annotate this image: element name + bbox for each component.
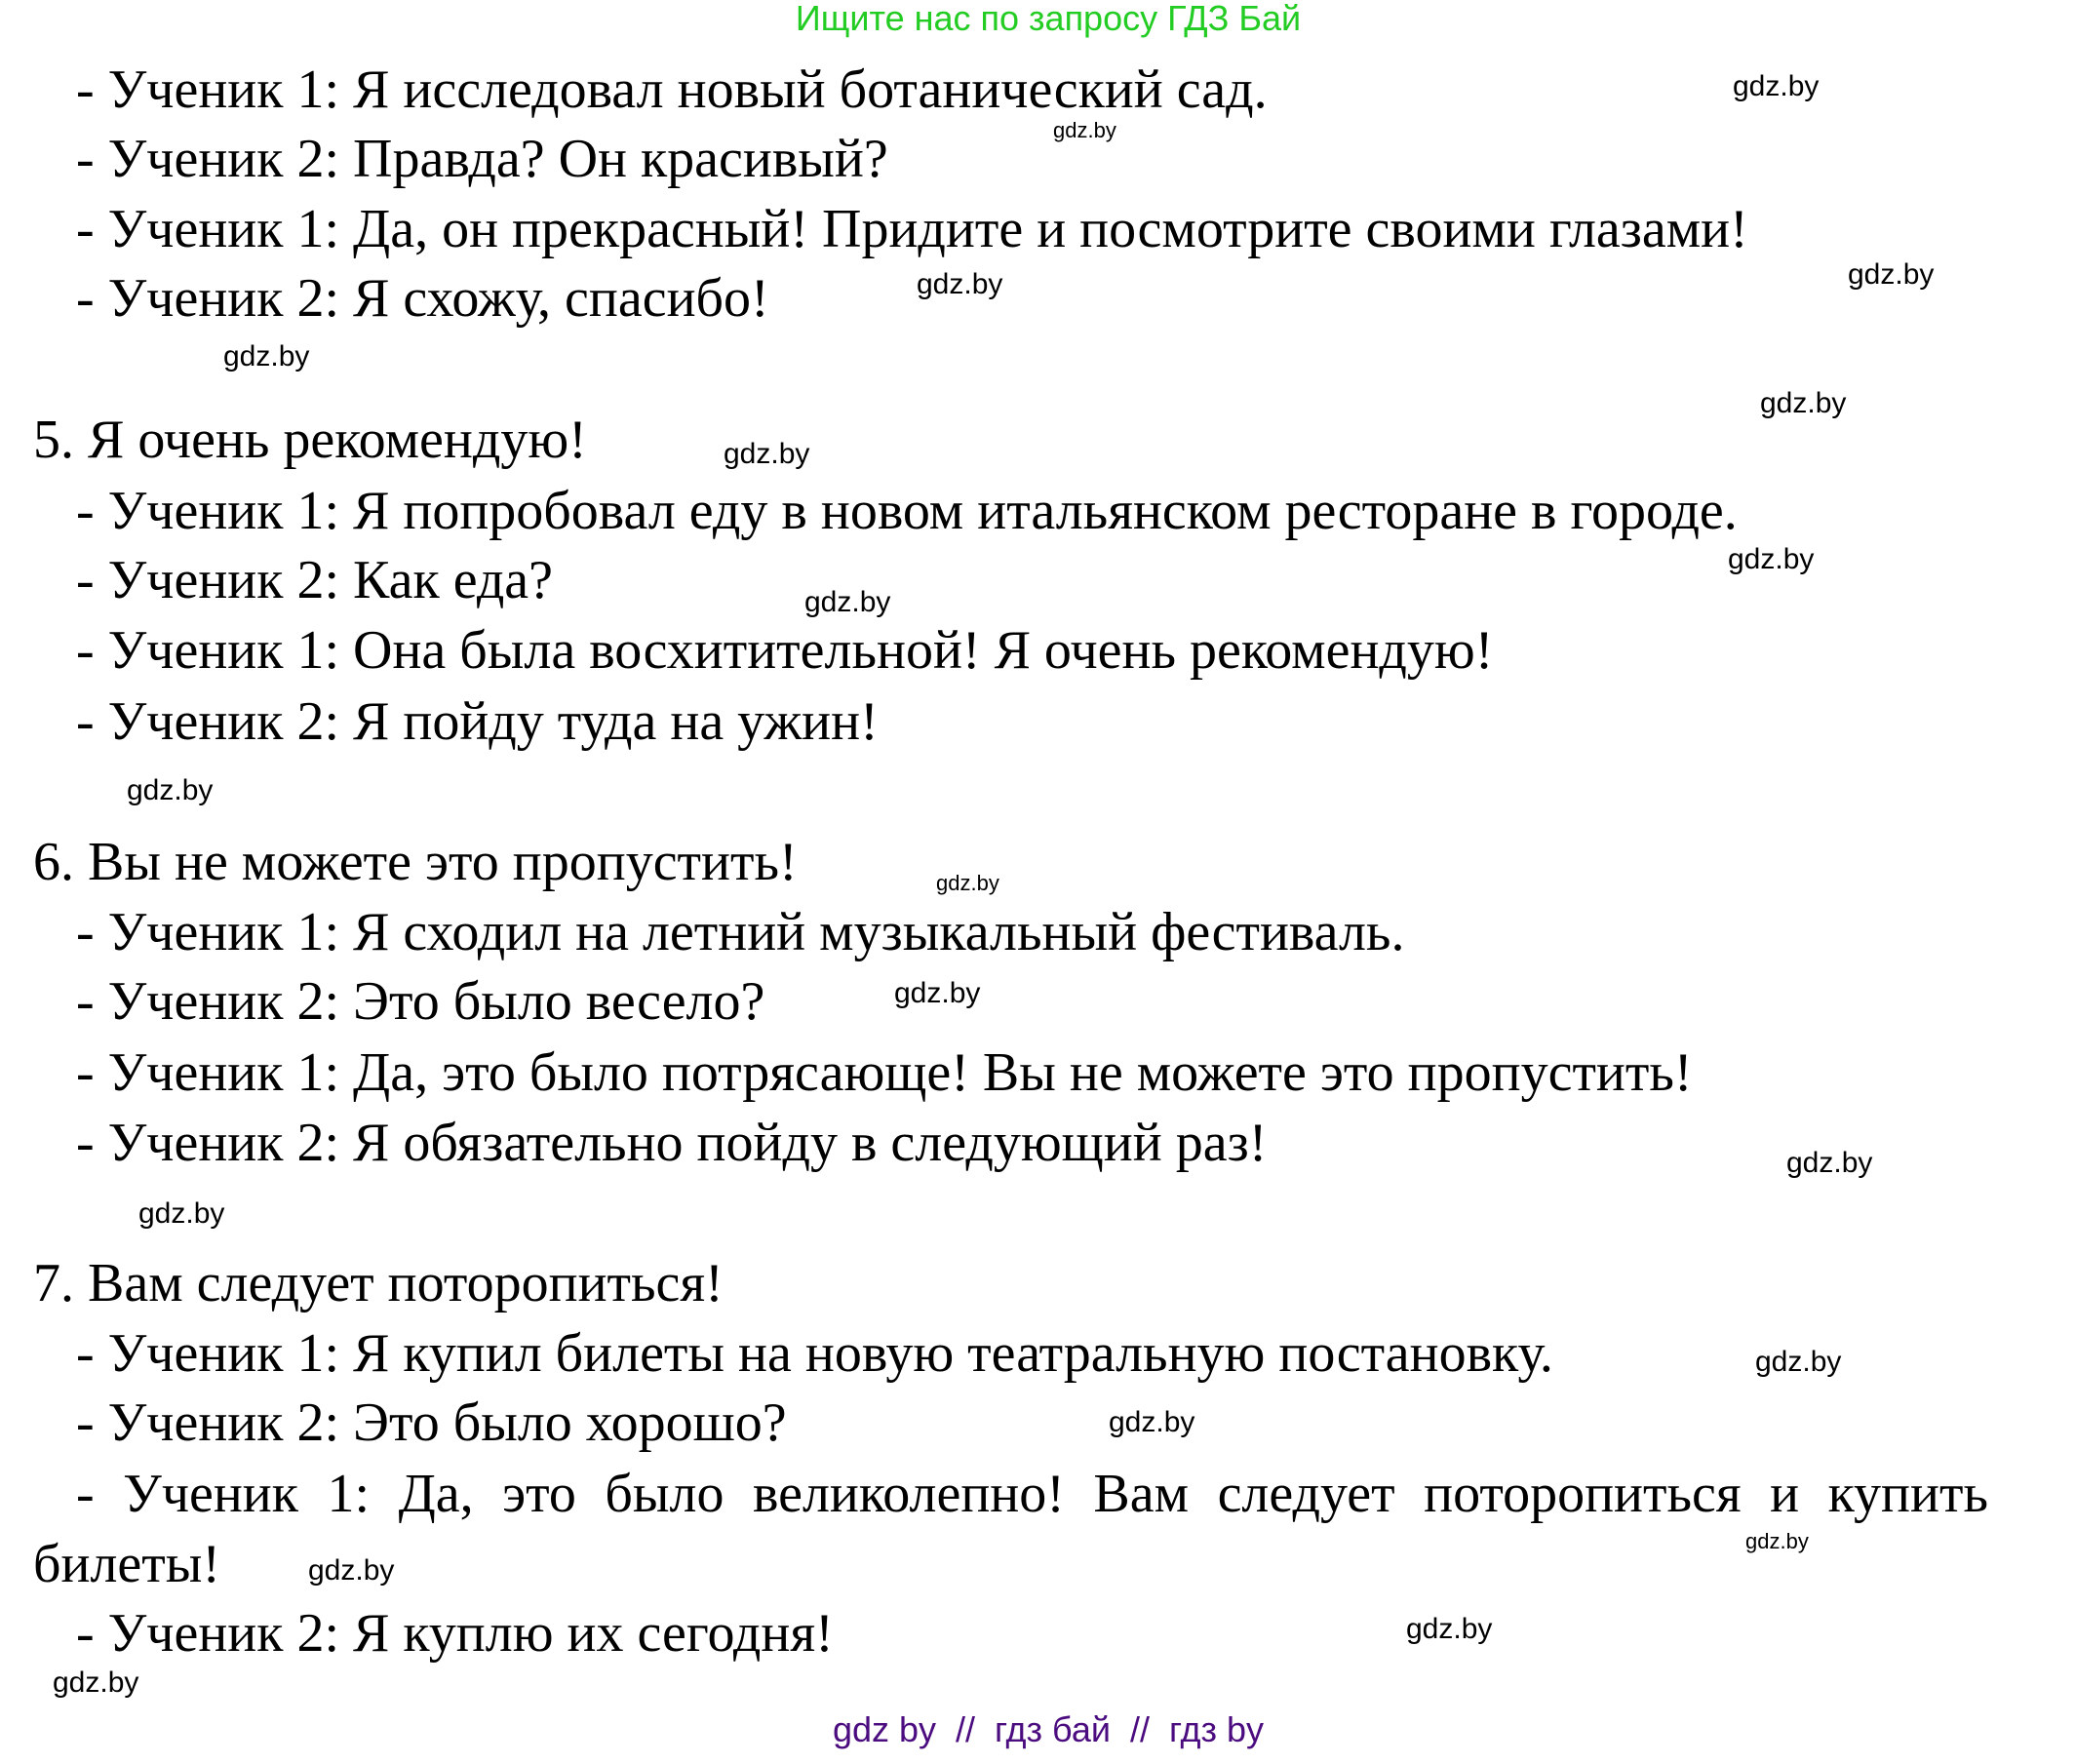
dialogue-line: - Ученик 1: Я купил билеты на новую театральную постановку. [76,1323,1553,1384]
watermark: gdz.by [724,438,810,470]
dialogue-line: - Ученик 1: Она была восхитительной! Я очень рекомендую! [76,620,1494,681]
watermark: gdz.by [138,1197,225,1230]
watermark: gdz.by [1406,1613,1493,1645]
dialogue-line: - Ученик 2: Это было хорошо? [76,1392,787,1453]
watermark: gdz.by [1053,118,1116,142]
watermark: gdz.by [127,774,214,806]
dialogue-line: - Ученик 2: Я куплю их сегодня! [76,1603,834,1664]
dialogue-line: - Ученик 1: Я сходил на летний музыкальный фестиваль. [76,902,1405,962]
watermark: gdz.by [1755,1346,1842,1378]
dialogue-line: - Ученик 2: Я пойду туда на ужин! [76,691,879,752]
dialogue-line: - Ученик 2: Я обязательно пойду в следующий раз! [76,1113,1268,1173]
watermark: gdz.by [1760,387,1847,419]
dialogue-line: - Ученик 2: Я схожу, спасибо! [76,268,769,329]
footer-links: gdz by // гдз бай // гдз by [832,1709,1265,1749]
watermark: gdz.by [1848,258,1935,291]
watermark: gdz.by [936,871,999,895]
dialogue-line-continuation: билеты! [33,1534,221,1594]
watermark: gdz.by [1786,1147,1873,1179]
dialogue-line: - Ученик 2: Это было весело? [76,971,765,1032]
section-heading: 6. Вы не можете это пропустить! [33,832,798,892]
section-heading: 7. Вам следует поторопиться! [33,1253,724,1313]
dialogue-line: - Ученик 1: Я попробовал еду в новом итальянском ресторане в городе. [76,481,1738,541]
section-heading: 5. Я очень рекомендую! [33,410,587,470]
dialogue-line: - Ученик 1: Да, это было потрясающе! Вы не можете это пропустить! [76,1042,1693,1103]
watermark: gdz.by [223,340,310,372]
watermark: gdz.by [308,1554,395,1587]
dialogue-line: - Ученик 1: Я исследовал новый ботанический сад. [76,59,1268,120]
watermark: gdz.by [1745,1529,1809,1553]
dialogue-line: - Ученик 1: Да, это было великолепно! Вам следует поторопиться и купить [76,1464,1988,1524]
watermark: gdz.by [804,586,891,618]
dialogue-line: - Ученик 2: Как еда? [76,550,554,610]
watermark: gdz.by [53,1666,139,1699]
dialogue-line: - Ученик 1: Да, он прекрасный! Придите и посмотрите своими глазами! [76,199,1748,259]
watermark: gdz.by [1733,70,1820,102]
search-hint-banner: Ищите нас по запросу ГДЗ Бай [795,0,1302,38]
watermark: gdz.by [894,977,981,1009]
watermark: gdz.by [917,268,1003,300]
dialogue-line: - Ученик 2: Правда? Он красивый? [76,129,888,189]
watermark: gdz.by [1728,543,1815,575]
watermark: gdz.by [1109,1406,1195,1438]
